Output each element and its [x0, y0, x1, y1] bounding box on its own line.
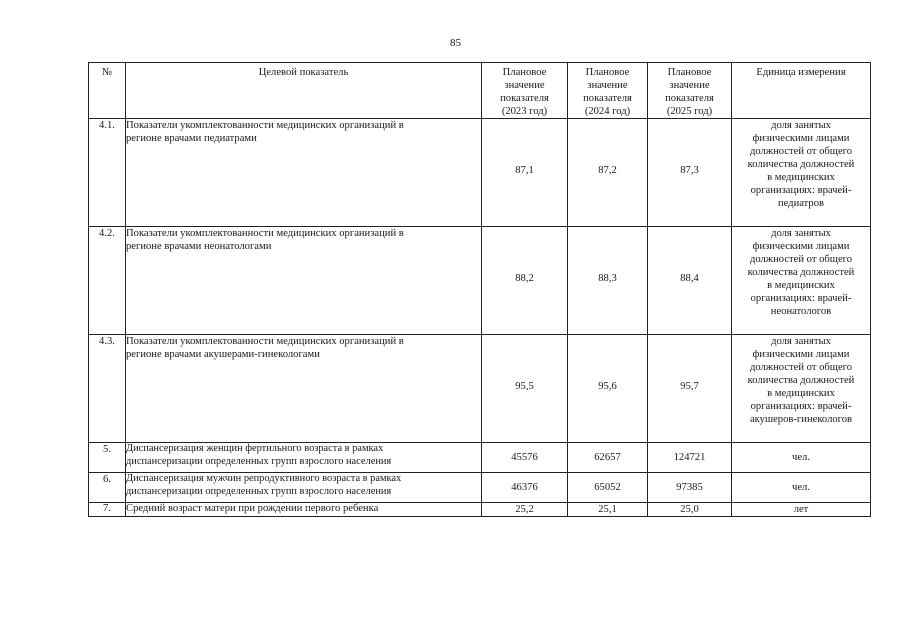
value-2024: 62657 [568, 443, 648, 473]
unit-line: организациях: врачей- [750, 401, 852, 412]
indicator-line: регионе врачами акушерами-гинекологами [126, 349, 320, 360]
indicator-line: диспансеризации определенных групп взрослого населения [126, 485, 392, 497]
unit-line: доля занятых [771, 120, 831, 131]
value-2024: 25,1 [568, 503, 648, 517]
header-2024-line: Плановое [585, 67, 630, 78]
indicator-line: Диспансеризация женщин фертильного возраста в рамках [126, 443, 384, 454]
value-2025: 25,0 [648, 503, 732, 517]
header-2023-line: показателя [500, 93, 549, 104]
header-2024-line: значение [587, 80, 628, 91]
value-2024: 95,6 [568, 335, 648, 443]
row-number: 4.3. [89, 335, 126, 443]
unit-line: доля занятых [771, 336, 831, 347]
header-2025-line: (2025 год) [666, 106, 713, 117]
value-2024: 87,2 [568, 119, 648, 227]
value-2023: 95,5 [482, 335, 568, 443]
indicator-line: Показатели укомплектованности медицинских организаций в [126, 120, 404, 131]
value-2025: 95,7 [648, 335, 732, 443]
unit-line: акушеров-гинекологов [749, 414, 853, 425]
table-row [89, 473, 871, 503]
row-unit [732, 227, 871, 335]
table-row [89, 443, 871, 473]
unit-line: в медицинских [767, 388, 835, 399]
header-2025-line: Плановое [667, 67, 712, 78]
unit-line: в медицинских [767, 172, 835, 183]
value-2025: 124721 [648, 443, 732, 473]
row-number: 4.2. [89, 227, 126, 335]
indicator-line: Показатели укомплектованности медицинских организаций в [126, 228, 404, 239]
header-2025-line: значение [669, 80, 710, 91]
row-indicator [126, 227, 482, 335]
unit-line: педиатров [777, 198, 825, 209]
row-unit [732, 443, 871, 473]
value-2023: 88,2 [482, 227, 568, 335]
row-number: 6. [89, 473, 126, 503]
value-2025: 87,3 [648, 119, 732, 227]
header-2023 [482, 63, 568, 119]
unit-line: количества должностей [747, 375, 855, 386]
unit-line: чел. [792, 452, 810, 463]
unit-line: физическими лицами [752, 349, 850, 360]
row-unit [732, 503, 871, 517]
indicator-line: Диспансеризация мужчин репродуктивного возраста в рамках [126, 473, 402, 484]
indicator-line: Средний возраст матери при рождении первого ребенка [126, 503, 379, 514]
row-indicator [126, 335, 482, 443]
row-indicator [126, 443, 482, 473]
unit-line: должностей от общего [749, 146, 853, 157]
header-2023-line: (2023 год) [501, 106, 548, 117]
unit-line: должностей от общего [749, 254, 853, 265]
row-number: 7. [89, 503, 126, 517]
unit-line: должностей от общего [749, 362, 853, 373]
header-2023-line: значение [504, 80, 545, 91]
row-number: 5. [89, 443, 126, 473]
header-number: № [89, 63, 126, 119]
table-row [89, 227, 871, 335]
unit-line: в медицинских [767, 280, 835, 291]
page-number: 85 [450, 37, 461, 49]
header-unit: Единица измерения [732, 63, 871, 119]
header-2024-line: показателя [583, 93, 632, 104]
value-2023: 46376 [482, 473, 568, 503]
row-unit [732, 473, 871, 503]
row-indicator [126, 119, 482, 227]
indicator-line: Показатели укомплектованности медицинских организаций в [126, 336, 404, 347]
header-2025-line: показателя [665, 93, 714, 104]
row-indicator [126, 503, 482, 517]
header-2025 [648, 63, 732, 119]
unit-line: количества должностей [747, 159, 855, 170]
unit-line: количества должностей [747, 267, 855, 278]
unit-line: лет [793, 503, 809, 515]
row-indicator [126, 473, 482, 503]
header-indicator: Целевой показатель [126, 63, 482, 119]
table-header-row [89, 63, 871, 119]
indicator-line: регионе врачами педиатрами [126, 133, 257, 144]
indicator-line: диспансеризации определенных групп взрослого населения [126, 455, 392, 467]
value-2023: 45576 [482, 443, 568, 473]
targets-table [88, 62, 871, 517]
unit-line: организациях: врачей- [750, 293, 852, 304]
value-2025: 88,4 [648, 227, 732, 335]
unit-line: чел. [792, 482, 810, 493]
unit-line: физическими лицами [752, 133, 850, 144]
row-unit [732, 335, 871, 443]
value-2023: 25,2 [482, 503, 568, 517]
indicator-line: регионе врачами неонатологами [126, 241, 272, 252]
table-row [89, 119, 871, 227]
row-unit [732, 119, 871, 227]
value-2025: 97385 [648, 473, 732, 503]
unit-line: физическими лицами [752, 241, 850, 252]
header-2023-line: Плановое [502, 67, 547, 78]
value-2023: 87,1 [482, 119, 568, 227]
header-2024 [568, 63, 648, 119]
unit-line: организациях: врачей- [750, 185, 852, 196]
value-2024: 88,3 [568, 227, 648, 335]
table-row [89, 335, 871, 443]
value-2024: 65052 [568, 473, 648, 503]
unit-line: доля занятых [771, 228, 831, 239]
table-row [89, 503, 871, 517]
unit-line: неонатологов [770, 306, 832, 317]
row-number: 4.1. [89, 119, 126, 227]
header-2024-line: (2024 год) [584, 106, 631, 117]
